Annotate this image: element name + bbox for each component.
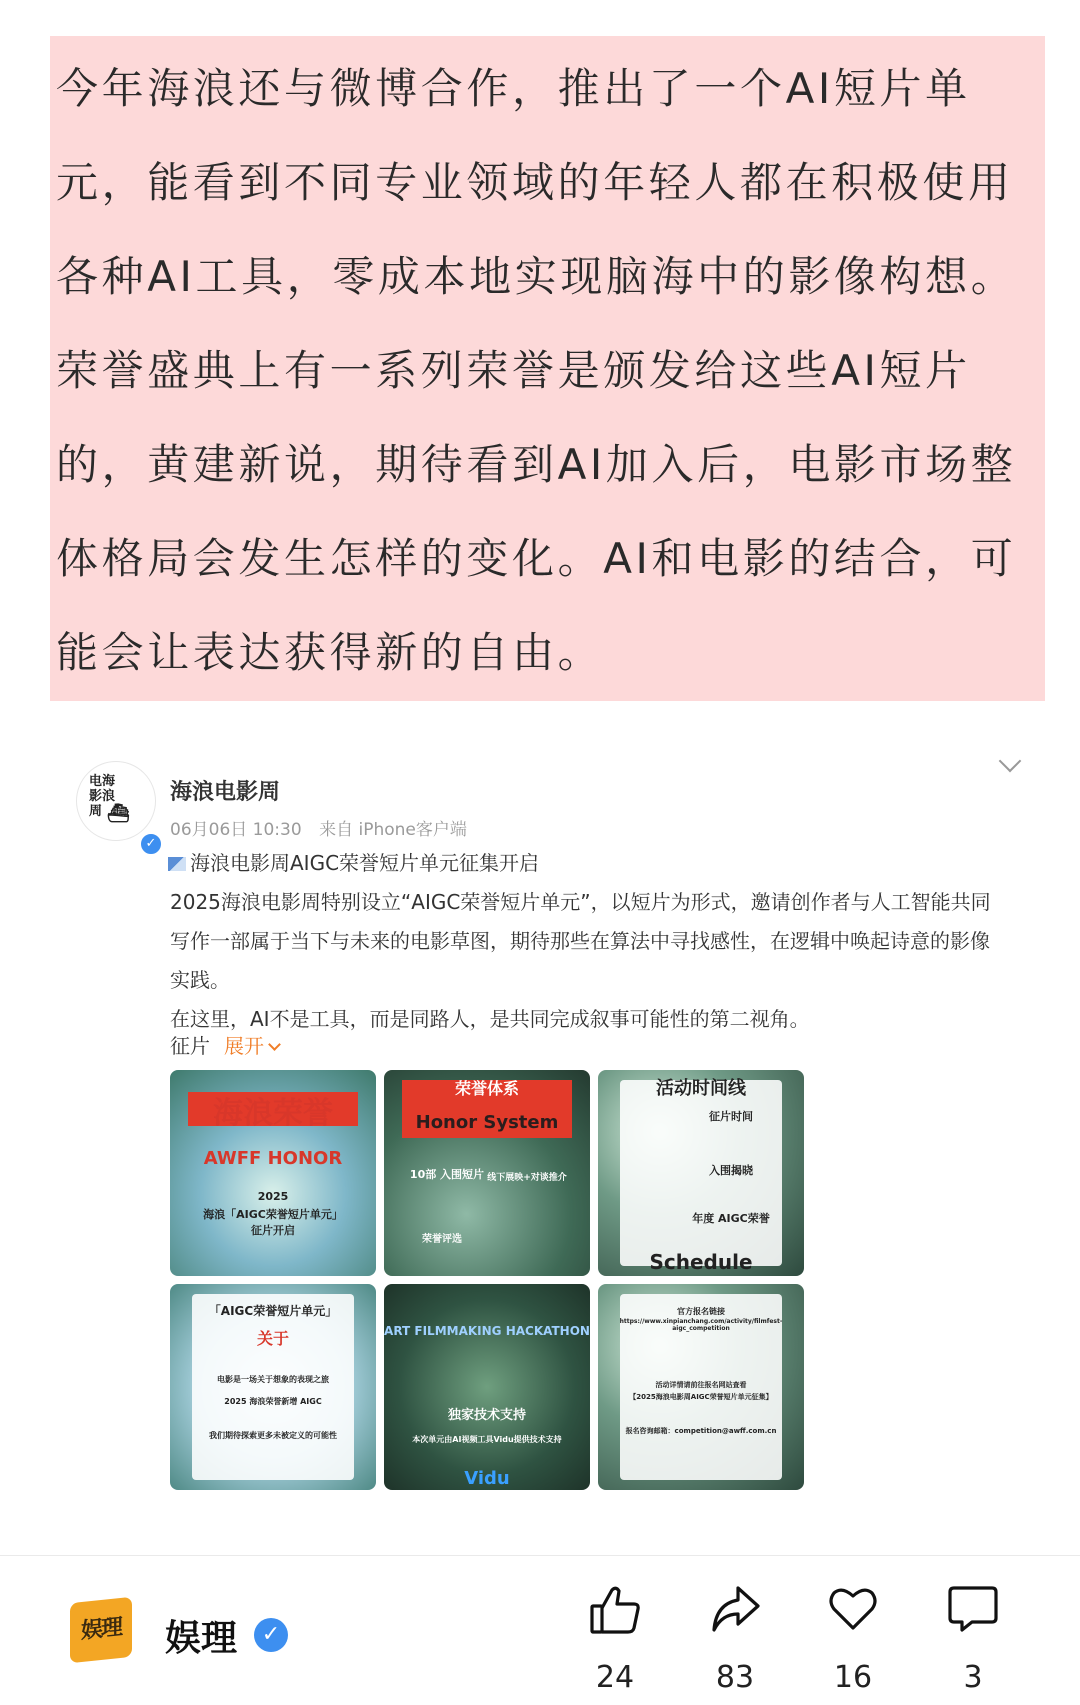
footer-divider	[0, 1555, 1080, 1556]
post-tail: 征片 展开	[170, 1030, 279, 1059]
expand-link[interactable]: 展开	[224, 1034, 264, 1058]
embedded-weibo-card[interactable]	[72, 745, 1032, 1535]
image-thumbnail[interactable]: 荣誉体系 Honor System 10部 入围短片 线下展映+对谈推介 荣誉评选	[384, 1070, 590, 1276]
post-paragraph: 2025海浪电影周特别设立“AIGC荣誉短片单元”，以短片为形式，邀请创作者与人工智能共同写作一部属于当下与未来的电影草图，期待那些在算法中寻找感性，在逻辑中唤起诗意的影像实践。	[170, 890, 991, 992]
post-paragraph: 在这里，AI不是工具，而是同路人，是共同完成叙事可能性的第二视角。	[170, 1007, 810, 1031]
avatar-logo-text: 电海 影浪 周	[89, 774, 116, 819]
author-avatar[interactable]: 娱理	[70, 1597, 132, 1664]
highlighted-quote	[50, 36, 1045, 701]
favorite-count: 16	[833, 1660, 873, 1695]
verified-badge-icon: ✓	[254, 1618, 288, 1652]
image-thumbnail[interactable]: 海浪荣誉 AWFF HONOR 2025 海浪「AIGC荣誉短片单元」 征片开启	[170, 1070, 376, 1276]
image-thumbnail[interactable]: 官方报名链接 https://www.xinpianchang.com/activity/filmfest-aigc_competition 活动详情请前往报名网站查看 【2025海浪电影周AIGC荣誉短片单元征集】 报名咨询邮箱：competition@awff.com.cn	[598, 1284, 804, 1490]
account-avatar[interactable]	[76, 761, 157, 851]
heart-icon	[826, 1582, 880, 1636]
share-button[interactable]	[690, 1582, 780, 1695]
author-name[interactable]: 娱理	[165, 1618, 238, 1659]
chevron-down-icon[interactable]	[999, 750, 1022, 773]
quote-text: 今年海浪还与微博合作，推出了一个AI短片单元，能看到不同专业领域的年轻人都在积极使用各种AI工具，零成本地实现脑海中的影像构想。荣誉盛典上有一系列荣誉是颁发给这些AI短片的，黄建新说，期待看到AI加入后，电影市场整体格局会发生怎样的变化。AI和电影的结合，可能会让表达获得新的自由。	[56, 64, 1017, 677]
ship-icon: ⛴	[107, 803, 130, 824]
comment-button[interactable]	[928, 1582, 1018, 1695]
account-name[interactable]: 海浪电影周	[170, 780, 281, 805]
thumbs-up-icon	[588, 1582, 642, 1636]
chevron-down-icon	[268, 1038, 281, 1051]
post-source: 来自 iPhone客户端	[319, 820, 467, 840]
post-body	[170, 883, 1000, 1039]
image-thumbnail[interactable]: ART FILMMAKING HACKATHON 独家技术支持 本次单元由AI视频工具Vidu提供技术支持 Vidu	[384, 1284, 590, 1490]
like-count: 24	[595, 1660, 635, 1695]
image-thumbnail[interactable]: 「AIGC荣誉短片单元」 关于 电影是一场关于想象的表现之旅 2025 海浪荣誉新增 AIGC 我们期待探索更多未被定义的可能性	[170, 1284, 376, 1490]
speech-bubble-icon	[946, 1582, 1000, 1636]
comment-count: 3	[963, 1660, 983, 1695]
image-grid	[170, 1070, 783, 1490]
post-headline: 海浪电影周AIGC荣誉短片单元征集开启	[168, 847, 539, 876]
post-meta	[170, 815, 467, 840]
verified-badge-icon: ✓	[139, 832, 163, 856]
image-thumbnail[interactable]: 活动时间线 征片时间 入围揭晓 年度 AIGC荣誉 Schedule	[598, 1070, 804, 1276]
like-button[interactable]	[570, 1582, 660, 1695]
favorite-button[interactable]	[808, 1582, 898, 1695]
flag-icon	[168, 857, 186, 871]
share-arrow-icon	[708, 1582, 762, 1636]
share-count: 83	[715, 1660, 755, 1695]
post-date: 06月06日 10:30	[170, 820, 302, 840]
